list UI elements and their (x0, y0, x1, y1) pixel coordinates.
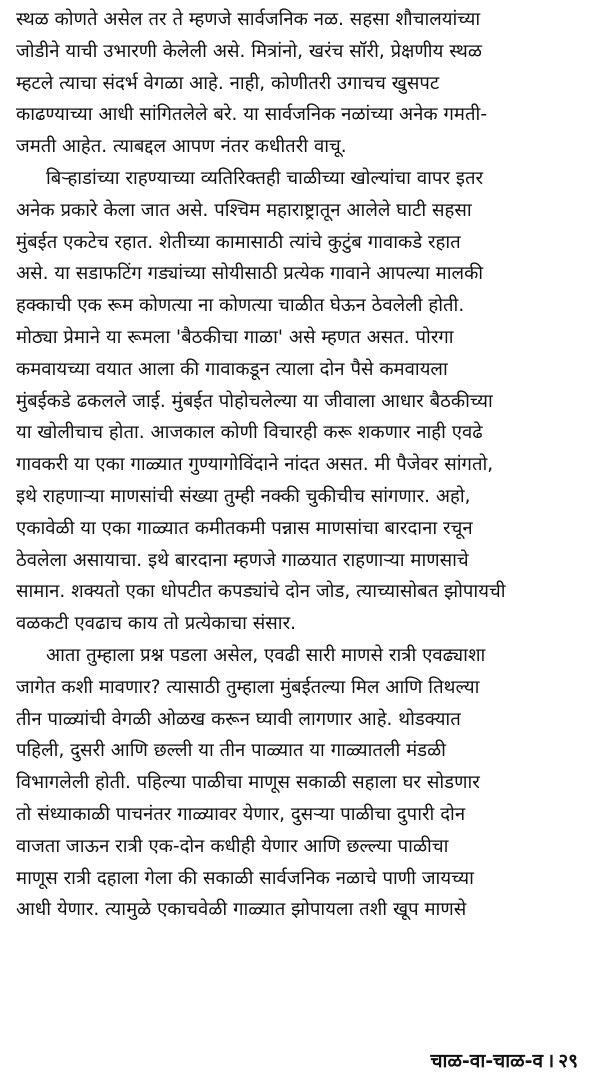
text-line: पहिली, दुसरी आणि छल्ली या तीन पाळ्यात या गाळ्यातली मंडळी (16, 740, 446, 762)
text-line: मुंबईकडे ढकलले जाई. मुंबईत पोहोचलेल्या या जीवाला आधार बैठकीच्या (16, 390, 493, 412)
text-line: हक्काची एक रूम कोणत्या ना कोणत्या चाळीत घेऊन ठेवलेली होती. (16, 295, 465, 317)
text-line: या खोलीचाच होता. आजकाल कोणी विचारही करू शकणार नाही एवढे (16, 422, 483, 444)
paragraph-start-line: बिऱ्हाडांच्या राहण्याच्या व्यतिरिक्तही चाळीच्या खोल्यांचा वापर इतर (46, 167, 484, 189)
text-line: मुंबईत एकटेच रहात. शेतीच्या कामासाठी त्यांचे कुटुंब गावाकडे रहात (16, 231, 461, 253)
paragraph-start-line: आता तुम्हाला प्रश्न पडला असेल, एवढी सारी माणसे रात्री एवढ्याशा (46, 644, 486, 666)
footer-separator: । (547, 1050, 555, 1072)
text-line: असे. या सडाफटिंग गड्यांच्या सोयीसाठी प्रत्येक गावाने आपल्या मालकी (16, 263, 484, 285)
text-line: तीन पाळ्यांची वेगळी ओळख करून घ्यावी लागणार आहे. थोडक्यात (16, 708, 461, 730)
text-line: जागेत कशी मावणार? त्यासाठी तुम्हाला मुंबईतल्या मिल आणि तिथल्या (16, 676, 480, 698)
text-line: एकावेळी या एका गाळ्यात कमीतकमी पन्नास माणसांचा बारदाना रचून (16, 517, 473, 539)
body-text (16, 4, 588, 926)
text-line: अनेक प्रकारे केला जात असे. पश्चिम महाराष्ट्रातून आलेले घाटी सहसा (16, 199, 472, 221)
text-line: विभागलेली होती. पहिल्या पाळीचा माणूस सकाळी सहाला घर सोडणार (16, 772, 480, 794)
text-line: ठेवलेला असायाचा. इथे बारदाना म्हणजे गाळयात राहणाऱ्या माणसाचे (16, 549, 469, 571)
text-line: काढण्याच्या आधी सांगितलेले बरे. या सार्वजनिक नळांच्या अनेक गमती- (16, 104, 488, 126)
text-line: तो संध्याकाळी पाचनंतर गाळ्यावर येणार, दुसऱ्या पाळीचा दुपारी दोन (16, 803, 466, 825)
page-footer (430, 1046, 578, 1076)
text-line: आधी येणार. त्यामुळे एकाचवेळी गाळ्यात झोपायला तशी खूप माणसे (16, 899, 467, 921)
text-line: वाजता जाऊन रात्री एक-दोन कधीही येणार आणि छल्ल्या पाळीचा (16, 835, 449, 857)
text-line: माणूस रात्री दहाला गेला की सकाळी सार्वजनिक नळाचे पाणी जायच्या (16, 867, 474, 889)
text-line: स्थळ कोणते असेल तर ते म्हणजे सार्वजनिक नळ. सहसा शौचालयांच्या (16, 9, 481, 30)
running-title: चाळ-वा-चाळ-व (430, 1050, 544, 1072)
text-line: गावकरी या एका गाळ्यात गुण्यागोविंदाने नांदत असत. मी पैजेवर सांगतो, (16, 454, 494, 476)
text-line: जमती आहेत. त्याबद्दल आपण नंतर कधीतरी वाचू. (16, 136, 347, 158)
text-line: इथे राहणाऱ्या माणसांची संख्या तुम्ही नक्की चुकीचीच सांगणार. अहो, (16, 485, 471, 507)
text-line: जोडीने याची उभारणी केलेली असे. मित्रांनो, खरंच सॉरी, प्रेक्षणीय स्थळ (16, 40, 482, 62)
page-number: २९ (558, 1050, 578, 1072)
text-line: म्हटले त्याचा संदर्भ वेगळा आहे. नाही, कोणीतरी उगाचच खुसपट (16, 72, 440, 94)
text-line: कमवायच्या वयात आला की गावाकडून त्याला दोन पैसे कमवायला (16, 358, 448, 380)
text-line: सामान. शक्यतो एका धोपटीत कपड्यांचे दोन जोड, त्याच्यासोबत झोपायची (16, 581, 506, 603)
text-line: वळकटी एवढाच काय तो प्रत्येकाचा संसार. (16, 613, 297, 635)
text-line: मोठ्या प्रेमाने या रूमला 'बैठकीचा गाळा' असे म्हणत असत. पोरगा (16, 326, 454, 348)
